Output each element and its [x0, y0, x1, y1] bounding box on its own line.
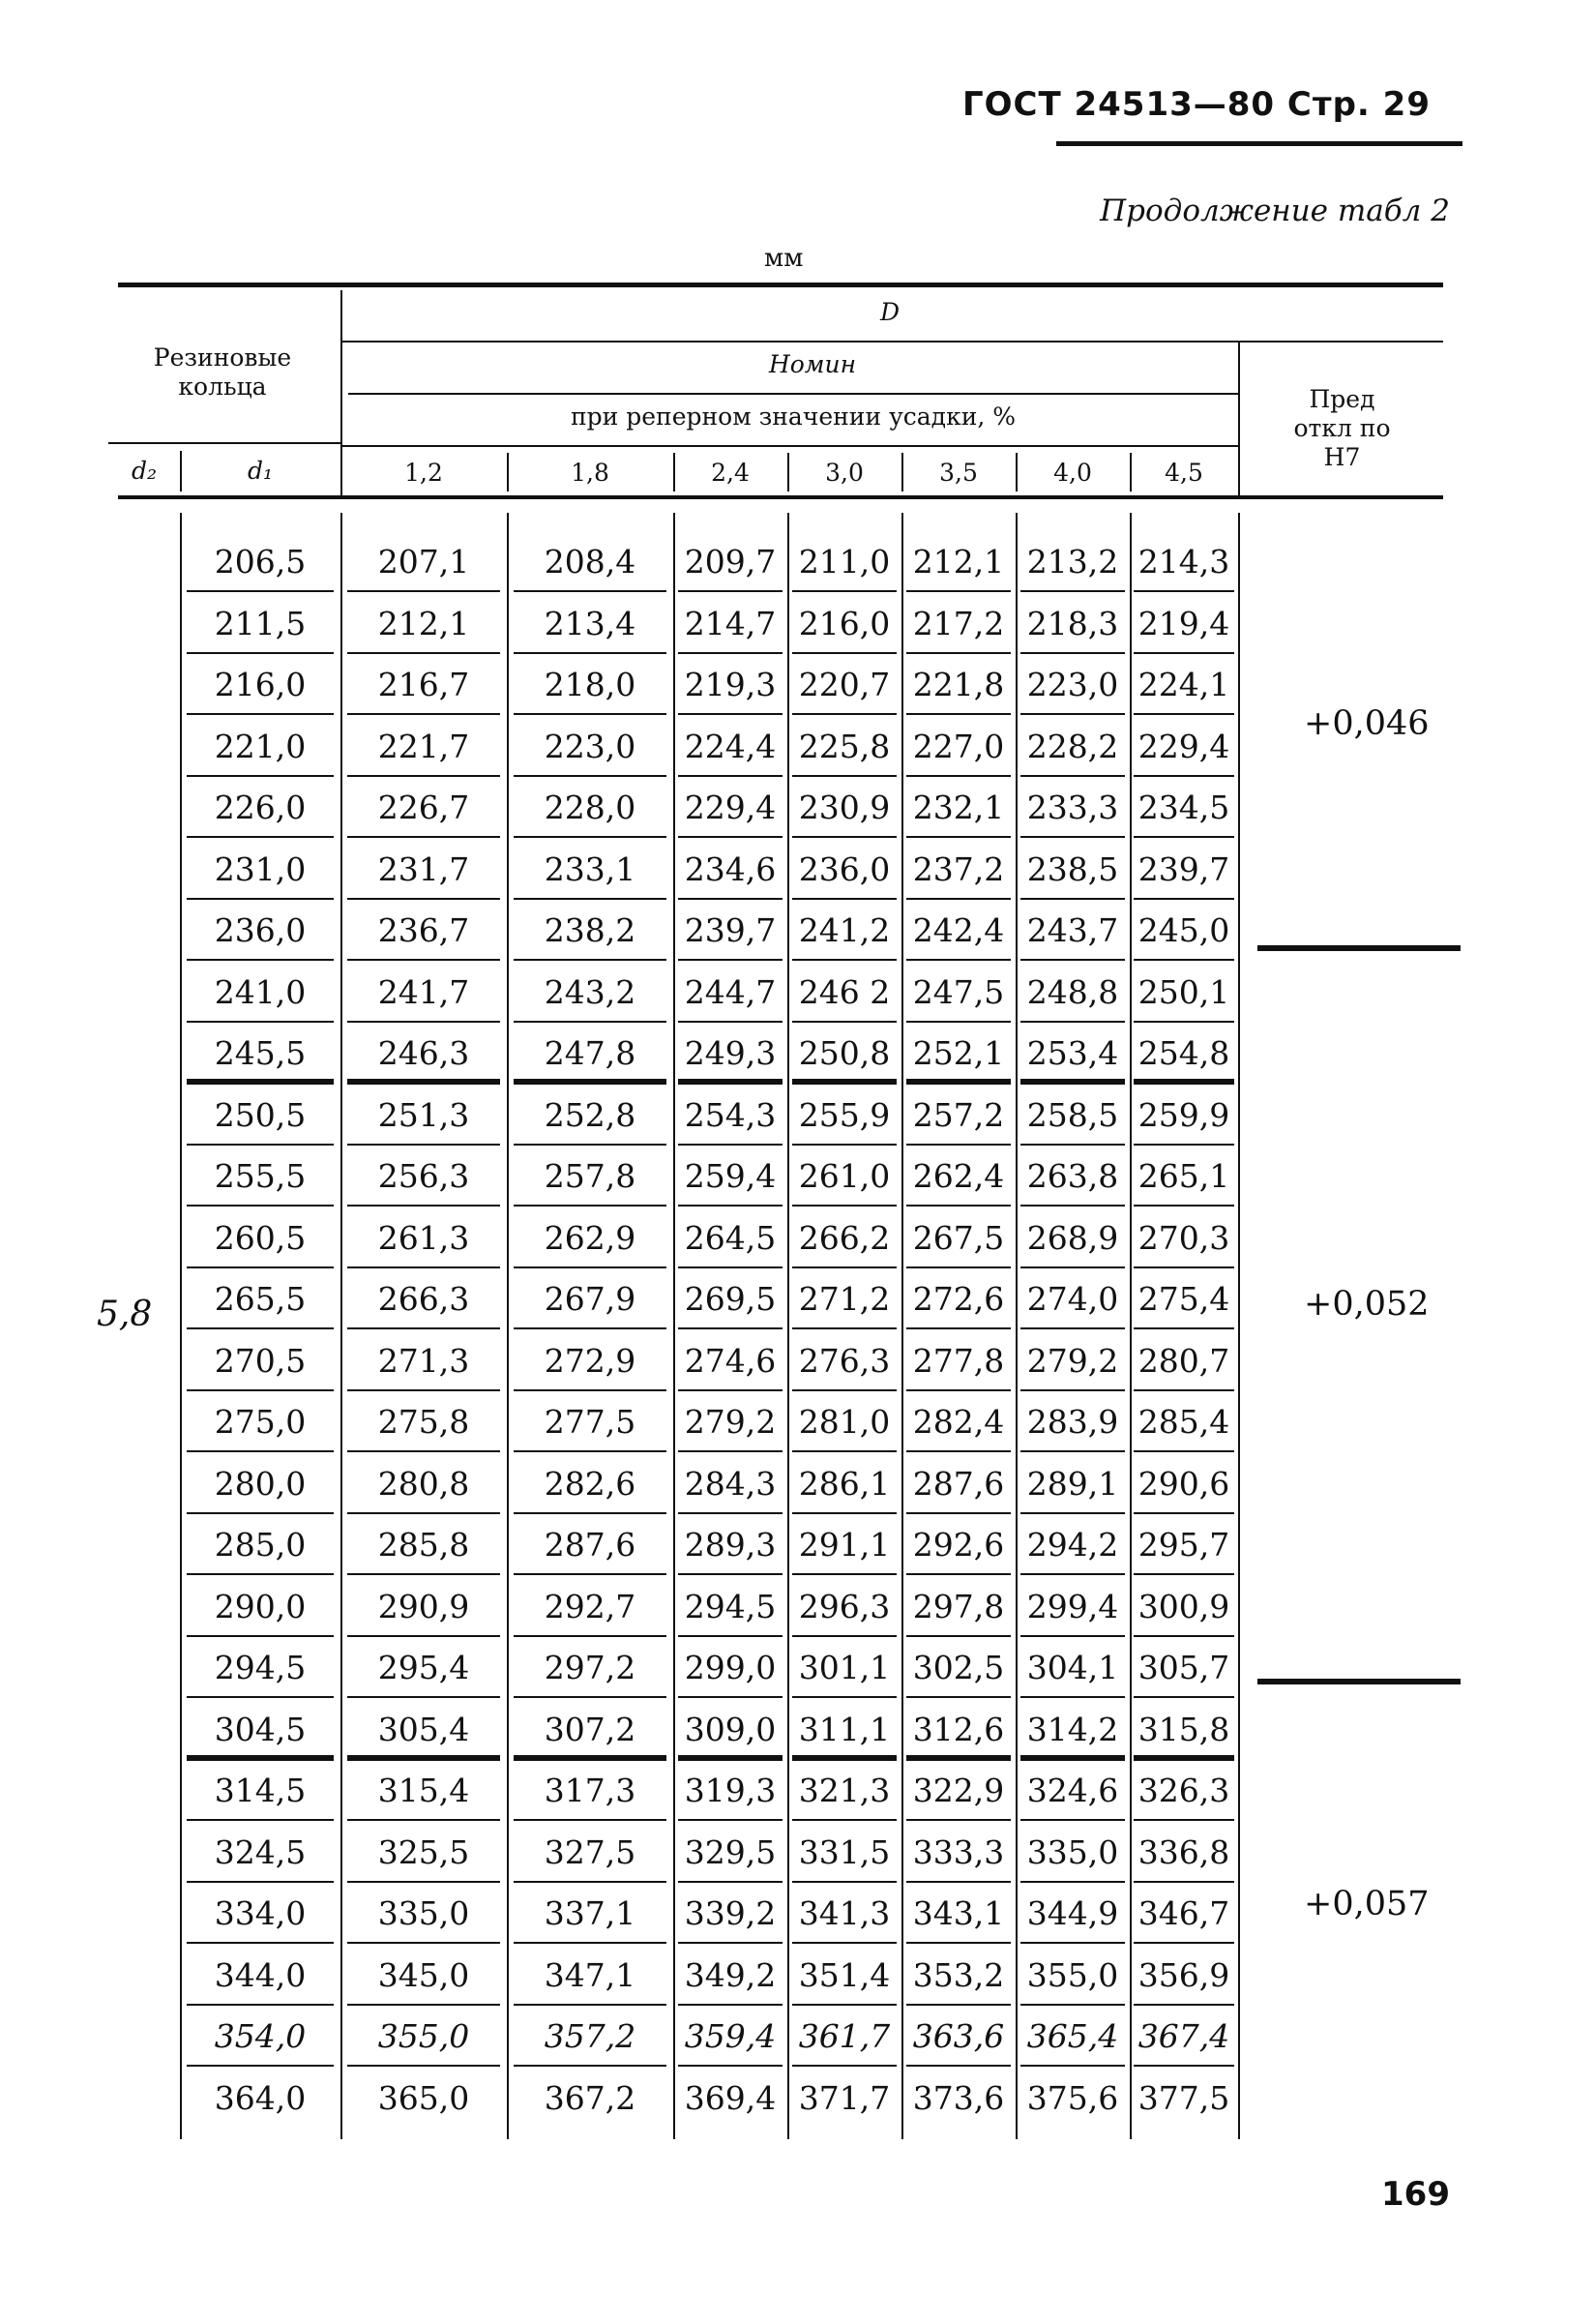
cell-d1: 334,0: [180, 1884, 340, 1944]
cell-D: 345,0: [340, 1946, 507, 2006]
cell-D: 266,2: [787, 1208, 901, 1268]
cell-D: 228,0: [507, 778, 673, 838]
cell-d1: 285,0: [180, 1515, 340, 1575]
cell-D: 353,2: [901, 1946, 1016, 2006]
cell-D: 377,5: [1137, 2078, 1230, 2117]
cell-D: 216,7: [340, 655, 507, 715]
cell-D: 237,2: [901, 840, 1016, 900]
cell-D: 257,8: [507, 1147, 673, 1207]
cell-D: 219,3: [673, 655, 787, 715]
cell-D: 289,3: [673, 1515, 787, 1575]
cell-d1: 270,5: [180, 1331, 340, 1391]
cell-D: 246,3: [340, 1024, 507, 1084]
cell-D: 355,0: [340, 2007, 507, 2067]
cell-D: 249,3: [673, 1024, 787, 1084]
cell-D: 294,5: [673, 1577, 787, 1637]
cell-D: 319,3: [673, 1761, 787, 1821]
header-rule-D: [340, 341, 1443, 343]
cell-D: 218,0: [507, 655, 673, 715]
cell-D: 369,4: [684, 2078, 777, 2117]
tolerance-value-1: +0,046: [1304, 704, 1430, 743]
cell-D: 343,1: [901, 1884, 1016, 1944]
header-bottom-rule: [118, 495, 1443, 499]
header-shrink-col: 1,8: [571, 459, 609, 487]
cell-D: 236,7: [340, 901, 507, 961]
cell-D: 226,7: [340, 778, 507, 838]
cell-D: 356,9: [1130, 1946, 1238, 2006]
cell-d1: 290,0: [180, 1577, 340, 1637]
header-shrink-divider: [673, 453, 675, 492]
cell-D: 259,9: [1130, 1086, 1238, 1146]
cell-D: 213,2: [1016, 532, 1130, 592]
cell-d1: 324,5: [180, 1823, 340, 1883]
cell-D: 269,5: [673, 1269, 787, 1329]
tolerance-value-2: +0,052: [1304, 1285, 1430, 1324]
header-shrink-divider: [507, 453, 509, 492]
cell-D: 230,9: [787, 778, 901, 838]
cell-D: 274,0: [1016, 1269, 1130, 1329]
cell-D: 254,3: [673, 1086, 787, 1146]
cell-D: 242,4: [901, 901, 1016, 961]
cell-D: 257,2: [901, 1086, 1016, 1146]
cell-d1: 304,5: [180, 1700, 340, 1760]
header-shrink-divider: [901, 453, 903, 492]
header-nominal: Номин: [768, 350, 857, 378]
cell-D: 299,4: [1016, 1577, 1130, 1637]
cell-D: 325,5: [340, 1823, 507, 1883]
cell-D: 238,5: [1016, 840, 1130, 900]
header-shrink-divider: [1016, 453, 1018, 492]
cell-D: 286,1: [787, 1454, 901, 1514]
cell-D: 253,4: [1016, 1024, 1130, 1084]
cell-D: 324,6: [1016, 1761, 1130, 1821]
cell-D: 315,8: [1130, 1700, 1238, 1760]
table-top-rule: [118, 283, 1443, 287]
cell-D: 305,7: [1130, 1638, 1238, 1698]
cell-d1: 314,5: [180, 1761, 340, 1821]
cell-D: 212,1: [901, 532, 1016, 592]
cell-D: 239,7: [1130, 840, 1238, 900]
cell-D: 274,6: [673, 1331, 787, 1391]
cell-D: 248,8: [1016, 963, 1130, 1023]
cell-D: 223,0: [507, 717, 673, 777]
cell-D: 267,5: [901, 1208, 1016, 1268]
cell-D: 315,4: [340, 1761, 507, 1821]
cell-D: 329,5: [673, 1823, 787, 1883]
cell-D: 256,3: [340, 1147, 507, 1207]
cell-D: 259,4: [673, 1147, 787, 1207]
cell-D: 252,8: [507, 1086, 673, 1146]
cell-d1: 245,5: [180, 1024, 340, 1084]
cell-d1: 241,0: [180, 963, 340, 1023]
cell-D: 241,2: [787, 901, 901, 961]
cell-d1: 260,5: [180, 1208, 340, 1268]
header-rule-shrink: [340, 445, 1238, 447]
d2-value: 5,8: [97, 1295, 153, 1334]
header-col-d1: d₁: [247, 457, 274, 485]
cell-D: 218,3: [1016, 594, 1130, 654]
header-shrink-col: 3,5: [939, 459, 978, 487]
header-col-tolerance: Пред откл по H7: [1293, 385, 1391, 471]
cell-D: 232,1: [901, 778, 1016, 838]
cell-D: 233,3: [1016, 778, 1130, 838]
cell-D: 214,7: [673, 594, 787, 654]
cell-D: 224,1: [1130, 655, 1238, 715]
cell-D: 359,4: [673, 2007, 787, 2067]
cell-d1: 265,5: [180, 1269, 340, 1329]
cell-D: 264,5: [673, 1208, 787, 1268]
cell-D: 349,2: [673, 1946, 787, 2006]
cell-D: 339,2: [673, 1884, 787, 1944]
cell-D: 283,9: [1016, 1392, 1130, 1452]
cell-D: 266,3: [340, 1269, 507, 1329]
cell-D: 211,0: [787, 532, 901, 592]
cell-D: 209,7: [673, 532, 787, 592]
cell-D: 304,1: [1016, 1638, 1130, 1698]
cell-D: 275,4: [1130, 1269, 1238, 1329]
cell-D: 275,8: [340, 1392, 507, 1452]
header-shrink-divider: [787, 453, 789, 492]
cell-D: 351,4: [787, 1946, 901, 2006]
cell-D: 263,8: [1016, 1147, 1130, 1207]
header-rule-nom: [348, 393, 1238, 395]
cell-D: 233,1: [507, 840, 673, 900]
cell-D: 363,6: [901, 2007, 1016, 2067]
cell-D: 312,6: [901, 1700, 1016, 1760]
cell-d1: 280,0: [180, 1454, 340, 1514]
cell-D: 276,3: [787, 1331, 901, 1391]
tolerance-group-separator: [1257, 1679, 1461, 1684]
cell-D: 213,4: [507, 594, 673, 654]
cell-D: 250,8: [787, 1024, 901, 1084]
cell-D: 301,1: [787, 1638, 901, 1698]
cell-D: 299,0: [673, 1638, 787, 1698]
cell-D: 228,2: [1016, 717, 1130, 777]
cell-D: 365,0: [377, 2078, 470, 2117]
cell-d1: 275,0: [180, 1392, 340, 1452]
cell-D: 292,6: [901, 1515, 1016, 1575]
cell-D: 254,8: [1130, 1024, 1238, 1084]
cell-D: 305,4: [340, 1700, 507, 1760]
cell-D: 289,1: [1016, 1454, 1130, 1514]
cell-D: 292,7: [507, 1577, 673, 1637]
cell-D: 280,8: [340, 1454, 507, 1514]
page-header-title: ГОСТ 24513—80 Стр. 29: [961, 85, 1431, 124]
cell-D: 290,6: [1130, 1454, 1238, 1514]
cell-d1: 236,0: [180, 901, 340, 961]
cell-D: 297,2: [507, 1638, 673, 1698]
cell-D: 361,7: [787, 2007, 901, 2067]
cell-D: 272,6: [901, 1269, 1016, 1329]
cell-D: 367,2: [544, 2078, 636, 2117]
cell-D: 251,3: [340, 1086, 507, 1146]
header-shrink-col: 1,2: [404, 459, 443, 487]
cell-D: 271,3: [340, 1331, 507, 1391]
cell-D: 344,9: [1016, 1884, 1130, 1944]
cell-D: 224,4: [673, 717, 787, 777]
tolerance-value-3: +0,057: [1304, 1885, 1430, 1923]
cell-d1: 354,0: [180, 2007, 340, 2067]
cell-D: 268,9: [1016, 1208, 1130, 1268]
cell-D: 217,2: [901, 594, 1016, 654]
cell-D: 247,8: [507, 1024, 673, 1084]
cell-d1: 344,0: [180, 1946, 340, 2006]
cell-D: 326,3: [1130, 1761, 1238, 1821]
cell-D: 241,7: [340, 963, 507, 1023]
cell-D: 295,4: [340, 1638, 507, 1698]
cell-D: 261,3: [340, 1208, 507, 1268]
header-shrink-divider: [1130, 453, 1132, 492]
cell-D: 294,2: [1016, 1515, 1130, 1575]
table-continuation-caption: Продолжение табл 2: [1100, 194, 1450, 228]
cell-D: 365,4: [1016, 2007, 1130, 2067]
cell-D: 291,1: [787, 1515, 901, 1575]
cell-D: 238,2: [507, 901, 673, 961]
cell-D: 243,2: [507, 963, 673, 1023]
cell-D: 285,8: [340, 1515, 507, 1575]
cell-D: 261,0: [787, 1147, 901, 1207]
cell-D: 300,9: [1130, 1577, 1238, 1637]
cell-D: 234,5: [1130, 778, 1238, 838]
cell-D: 221,8: [901, 655, 1016, 715]
cell-D: 336,8: [1130, 1823, 1238, 1883]
cell-d1: 211,5: [180, 594, 340, 654]
cell-D: 297,8: [901, 1577, 1016, 1637]
cell-D: 337,1: [507, 1884, 673, 1944]
cell-D: 219,4: [1130, 594, 1238, 654]
cell-D: 265,1: [1130, 1147, 1238, 1207]
cell-D: 212,1: [340, 594, 507, 654]
cell-D: 270,3: [1130, 1208, 1238, 1268]
cell-D: 239,7: [673, 901, 787, 961]
cell-D: 302,5: [901, 1638, 1016, 1698]
cell-D: 355,0: [1016, 1946, 1130, 2006]
cell-D: 277,5: [507, 1392, 673, 1452]
cell-D: 225,8: [787, 717, 901, 777]
cell-D: 331,5: [787, 1823, 901, 1883]
cell-D: 252,1: [901, 1024, 1016, 1084]
cell-D: 285,4: [1130, 1392, 1238, 1452]
cell-D: 229,4: [1130, 717, 1238, 777]
cell-D: 229,4: [673, 778, 787, 838]
cell-D: 279,2: [1016, 1331, 1130, 1391]
header-shrink-col: 3,0: [825, 459, 864, 487]
cell-d1: 221,0: [180, 717, 340, 777]
column-divider: [1238, 513, 1240, 2139]
cell-D: 371,7: [798, 2078, 891, 2117]
header-shrinkage: при реперном значении усадки, %: [570, 402, 1017, 431]
cell-d1: 255,5: [180, 1147, 340, 1207]
cell-D: 208,4: [507, 532, 673, 592]
cell-D: 282,4: [901, 1392, 1016, 1452]
cell-D: 290,9: [340, 1577, 507, 1637]
cell-D: 214,3: [1130, 532, 1238, 592]
page-header-rule: [1056, 141, 1462, 146]
tolerance-group-separator: [1257, 945, 1461, 951]
cell-D: 309,0: [673, 1700, 787, 1760]
cell-D: 335,0: [1016, 1823, 1130, 1883]
cell-D: 280,7: [1130, 1331, 1238, 1391]
cell-D: 322,9: [901, 1761, 1016, 1821]
page-number: 169: [1381, 2175, 1450, 2214]
cell-D: 220,7: [787, 655, 901, 715]
header-rings-group: Резиновые кольца: [153, 343, 292, 401]
cell-D: 262,9: [507, 1208, 673, 1268]
cell-D: 246 2: [787, 963, 901, 1023]
cell-d1: 250,5: [180, 1086, 340, 1146]
cell-d1: 216,0: [180, 655, 340, 715]
cell-D: 255,9: [787, 1086, 901, 1146]
cell-D: 314,2: [1016, 1700, 1130, 1760]
cell-D: 367,4: [1130, 2007, 1238, 2067]
cell-D: 281,0: [787, 1392, 901, 1452]
header-D: D: [879, 298, 901, 326]
cell-D: 277,8: [901, 1331, 1016, 1391]
cell-D: 333,3: [901, 1823, 1016, 1883]
cell-D: 250,1: [1130, 963, 1238, 1023]
cell-D: 207,1: [340, 532, 507, 592]
cell-D: 341,3: [787, 1884, 901, 1944]
cell-D: 311,1: [787, 1700, 901, 1760]
cell-D: 307,2: [507, 1700, 673, 1760]
cell-D: 317,3: [507, 1761, 673, 1821]
cell-D: 272,9: [507, 1331, 673, 1391]
header-shrink-col: 2,4: [711, 459, 750, 487]
cell-D: 236,0: [787, 840, 901, 900]
header-shrink-col: 4,0: [1053, 459, 1092, 487]
cell-D: 247,5: [901, 963, 1016, 1023]
cell-D: 221,7: [340, 717, 507, 777]
header-col-d2: d₂: [131, 457, 158, 485]
header-divider-tol: [1238, 341, 1240, 498]
cell-D: 234,6: [673, 840, 787, 900]
cell-D: 327,5: [507, 1823, 673, 1883]
cell-D: 347,1: [507, 1946, 673, 2006]
cell-d1: 226,0: [180, 778, 340, 838]
cell-D: 244,7: [673, 963, 787, 1023]
cell-D: 321,3: [787, 1761, 901, 1821]
cell-d1: 206,5: [180, 532, 340, 592]
cell-D: 231,7: [340, 840, 507, 900]
units-label: мм: [764, 244, 804, 273]
cell-D: 284,3: [673, 1454, 787, 1514]
cell-D: 223,0: [1016, 655, 1130, 715]
cell-D: 227,0: [901, 717, 1016, 777]
cell-D: 296,3: [787, 1577, 901, 1637]
cell-D: 267,9: [507, 1269, 673, 1329]
cell-D: 287,6: [507, 1515, 673, 1575]
cell-D: 262,4: [901, 1147, 1016, 1207]
cell-D: 375,6: [1026, 2078, 1119, 2117]
cell-D: 271,2: [787, 1269, 901, 1329]
header-rule-rings: [108, 442, 340, 444]
cell-D: 335,0: [340, 1884, 507, 1944]
cell-D: 279,2: [673, 1392, 787, 1452]
cell-D: 295,7: [1130, 1515, 1238, 1575]
cell-D: 357,2: [507, 2007, 673, 2067]
cell-d1: 364,0: [214, 2078, 307, 2117]
cell-D: 243,7: [1016, 901, 1130, 961]
cell-D: 282,6: [507, 1454, 673, 1514]
cell-D: 373,6: [912, 2078, 1005, 2117]
cell-d1: 294,5: [180, 1638, 340, 1698]
cell-d1: 231,0: [180, 840, 340, 900]
header-shrink-col: 4,5: [1165, 459, 1203, 487]
cell-D: 258,5: [1016, 1086, 1130, 1146]
cell-D: 346,7: [1130, 1884, 1238, 1944]
cell-D: 245,0: [1130, 901, 1238, 961]
cell-D: 216,0: [787, 594, 901, 654]
cell-D: 287,6: [901, 1454, 1016, 1514]
